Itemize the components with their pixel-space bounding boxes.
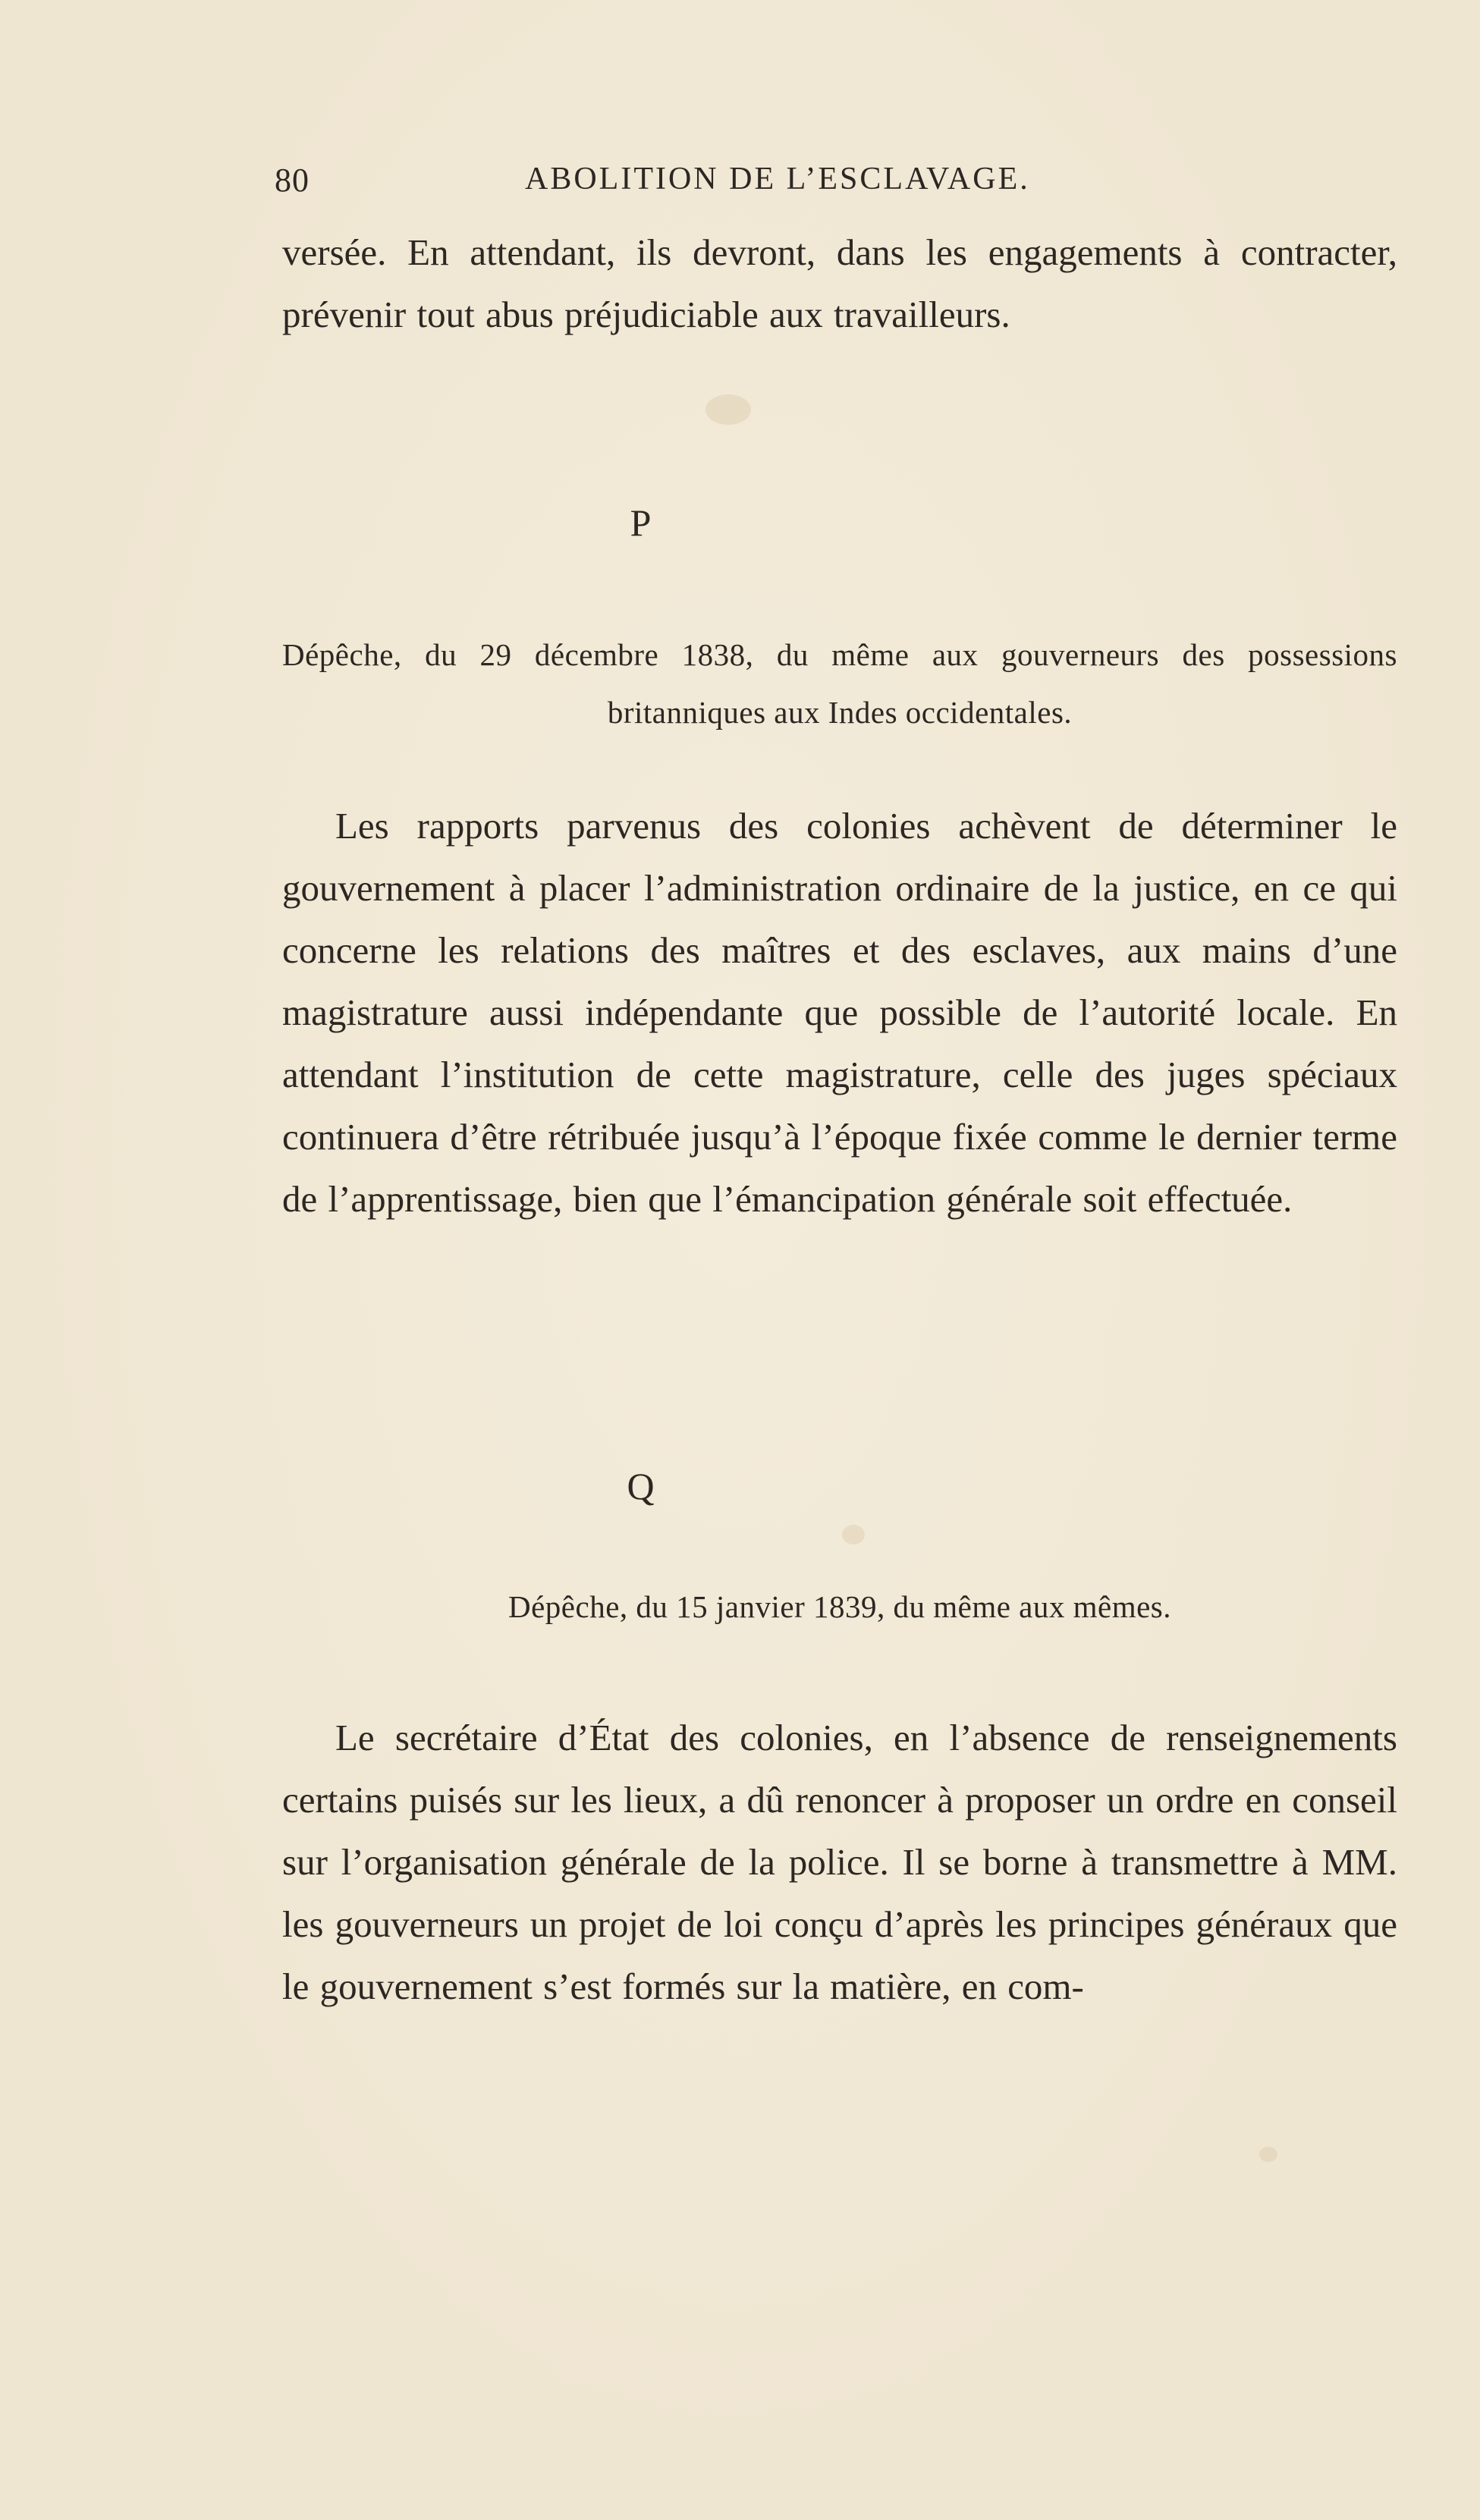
section-q-paragraph: Le secrétaire d’État des colonies, en l’absence de renseignements certains puisés sur les lieux, a dû renoncer à proposer un ordre en conseil sur l’organisation générale de la police. Il se borne à transmettre à MM. les gouverneurs un projet de loi conçu d’après les principes généraux que le gouvernement s’est formés sur la matière, en com- [282,1717,1397,2007]
paper-stain [1259,2147,1277,2162]
continued-paragraph: versée. En attendant, ils devront, dans les engagements à contracter, prévenir tout abus préjudiciable aux travailleurs. [282,231,1397,335]
paper-stain [842,1525,865,1544]
paper-stain [705,394,751,425]
running-title: ABOLITION DE L’ESCLAVAGE. [525,162,1030,196]
section-letter-q: Q [627,1465,656,1507]
dispatch-heading-q: Dépêche, du 15 janvier 1839, du même aux mêmes. [508,1589,1171,1624]
section-letter-p: P [630,501,653,544]
running-header [275,161,1208,214]
dispatch-heading-p: Dépêche, du 29 décembre 1838, du même aux gouverneurs des possessions britanniques aux Indes occidentales. [282,637,1397,730]
page-number: 80 [275,162,310,199]
section-p-paragraph: Les rapports parvenus des colonies achèvent de déterminer le gouvernement à placer l’administration ordinaire de la justice, en ce qui concerne les relations des maîtres et des esclaves, aux mains d’une magistrature aussi indépendante que possible de l’autorité locale. En attendant l’institution de cette magistrature, celle des juges spéciaux continuera d’être rétribuée jusqu’à l’époque fixée comme le dernier terme de l’apprentissage, bien que l’émancipation générale soit effectuée. [282,805,1397,1220]
